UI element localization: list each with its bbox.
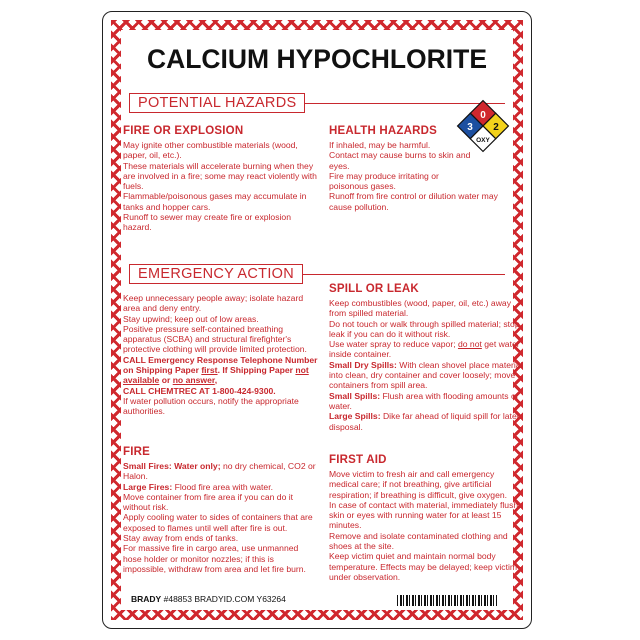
health-hazards-line: Contact may cause burns to skin and eyes. [329,150,471,171]
health-hazards-line: If inhaled, may be harmful. [329,140,431,150]
emergency-line: Positive pressure self-contained breathing apparatus (SCBA) and structural firefighter's protective clothing will provide limited protection. [123,323,307,355]
health-hazards-heading: HEALTH HAZARDS [329,125,437,137]
emergency-line: Stay upwind; keep out of low areas. [123,313,259,324]
spill-small: Small Spills: Flush area with flooding amounts of water. [329,390,519,411]
fire-small: Small Fires: Water only; no dry chemical, CO2 or Halon. [123,461,316,482]
section-potential-hazards-label: POTENTIAL HAZARDS [129,93,305,113]
sign-body [121,30,523,610]
first-aid-heading: FIRST AID [329,454,387,466]
fire-explosion-heading: FIRE OR EXPLOSION [123,125,244,137]
fire-explosion-line: Flammable/poisonous gases may accumulate in tanks and hopper cars. [123,191,307,212]
section-emergency-action-label: EMERGENCY ACTION [129,264,303,284]
first-aid-block [329,454,525,582]
fire-large: Large Fires: Flood fire area with water. [123,481,273,492]
spill-small-dry: Small Dry Spills: With clean shovel place material into clean, dry container and cover loosely; move containers from spill area. [329,359,523,391]
fire-explosion-line: These materials will accelerate burning when they are involved in a fire; some may react violently with fuels. [123,160,317,192]
hazard-border [111,20,523,620]
emergency-general-block [123,293,319,417]
spill-vapor: Use water spray to reduce vapor; do not get water inside container. [329,339,520,360]
nfpa-flammability-value: 0 [480,110,486,121]
fire-line: Stay away from ends of tanks. [123,533,239,544]
health-hazards-line: Runoff from fire control or dilution water may cause pollution. [329,191,498,212]
sign-title: CALCIUM HYPOCHLORITE [146,44,488,74]
spill-line: Do not touch or walk through spilled material; stop leak if you can do it without risk. [329,318,520,339]
nfpa-diamond-icon [455,98,511,154]
first-aid-line: In case of contact with material, immediately flush skin or eyes with running water for at least 15 minutes. [329,499,519,531]
fire-heading: FIRE [123,446,150,458]
section-potential-hazards [129,95,505,126]
first-aid-line: Keep victim quiet and maintain normal body temperature. Effects may be delayed; keep victim under observation. [329,551,518,582]
emergency-call-instructions: CALL Emergency Response Telephone Number on Shipping Paper first. If Shipping Paper not available or no answer, [123,354,318,386]
fire-explosion-line: Runoff to sewer may create fire or explosion hazard. [123,212,291,233]
footer-product-code: #48853 BRADYID.COM Y63264 [163,594,286,604]
fire-explosion-block [123,125,319,233]
nfpa-health-value: 3 [467,122,473,133]
first-aid-line: Move victim to fresh air and call emergency medical care; if not breathing, give artificial respiration; if breathing is difficult, give oxygen. [329,469,508,500]
first-aid-line: Remove and isolate contaminated clothing and shoes at the site. [329,530,508,552]
spill-large: Large Spills: Dike far ahead of liquid spill for later disposal. [329,411,520,432]
brady-logo: BRADY [131,594,162,604]
barcode-icon [397,595,497,606]
spill-line: Keep combustibles (wood, paper, oil, etc.) away from spilled material. [329,298,511,319]
emergency-line: Keep unnecessary people away; isolate hazard area and deny entry. [123,293,304,314]
spill-leak-block [329,283,525,432]
emergency-pollution: If water pollution occurs, notify the appropriate authorities. [123,395,299,417]
nfpa-special-value: OXY [476,137,490,144]
fire-explosion-line: May ignite other combustible materials (wood, paper, oil, etc.). [123,140,298,161]
fire-line: Move container from fire area if you can do it without risk. [123,491,294,513]
fire-line: For massive fire in cargo area, use unmanned hose holder or monitor nozzles; if this is impossible, withdraw from area and let fire burn. [123,543,306,574]
sign-footer [131,594,503,608]
safety-sign [102,11,532,629]
health-hazards-line: Fire may produce irritating or poisonous gases. [329,170,439,192]
nfpa-reactivity-value: 2 [493,122,499,133]
spill-leak-heading: SPILL OR LEAK [329,283,419,295]
fire-block [123,446,319,574]
fire-line: Apply cooling water to sides of containers that are exposed to flames until well after fire is out. [123,512,313,533]
chemtrec-number: CALL CHEMTREC AT 1-800-424-9300. [123,385,276,396]
